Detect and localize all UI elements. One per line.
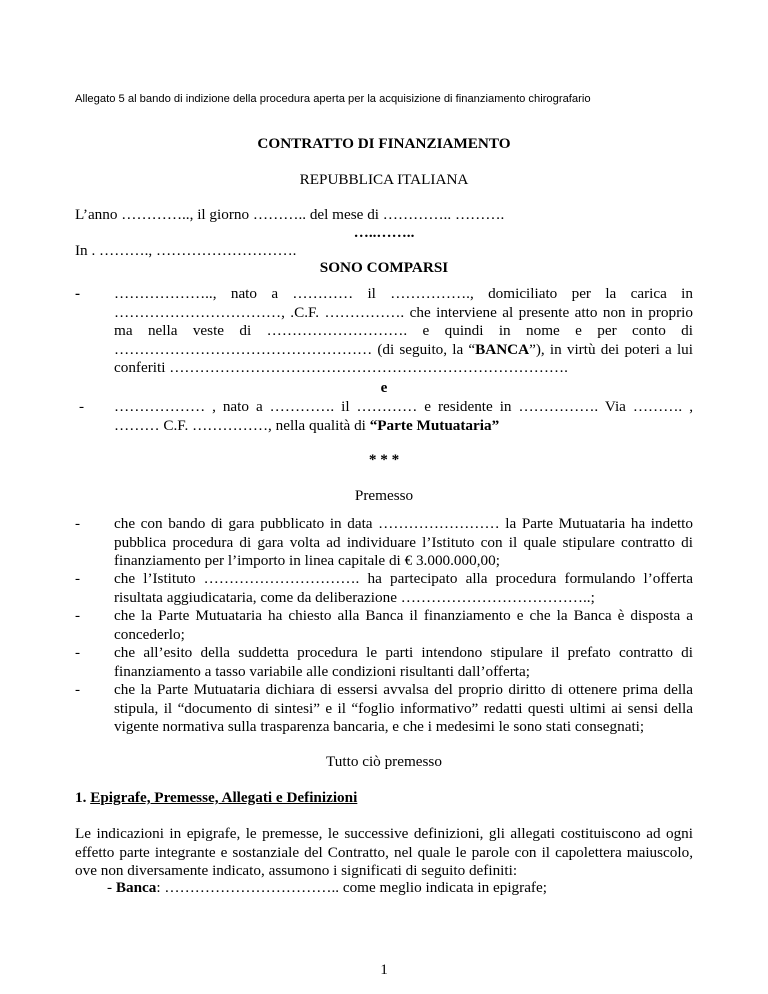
premise-item [114, 515, 693, 571]
definition-text: : …………………………….. come meglio indicata in epigrafe; [156, 879, 547, 896]
premise-dash: - [75, 681, 81, 698]
party1-line-text: ”), in virtù dei poteri a lui [529, 340, 693, 358]
premise-item [114, 607, 693, 644]
premise-line: che la Parte Mutuataria ha chiesto alla Banca il finanziamento e che la Banca è disposta a [114, 607, 693, 624]
section-1-heading [75, 789, 357, 808]
document-subtitle: REPUBBLICA ITALIANA [299, 171, 469, 188]
premise-line: che l’Istituto …………………………. ha partecipato alla procedura formulando l’offerta [114, 570, 693, 587]
section-separator-stars: * * * [368, 451, 400, 468]
premise-line: finanziamento a tasso variabile alle condizioni risultanti dall’offerta; [114, 662, 530, 680]
date-line: L’anno ………….., il giorno ……….. del mese di ………….. ………. [75, 206, 505, 223]
party2-line-role [114, 417, 693, 436]
party1-line: ……………….., nato a ………… il ……………., domiciliato per la carica in [114, 285, 693, 302]
definition-term: Banca [115, 879, 157, 896]
party2-line: ……………… , nato a …………. il ………… e residente in ……………. Via ………. , [114, 398, 693, 415]
section-1-number: 1. [75, 789, 91, 806]
premise-line: pubblica procedura di gara volta ad individuare l’Istituto con il quale stipulare contratto di [114, 533, 693, 551]
party1-dash: - [75, 285, 81, 302]
date-line-continuation: …..…….. [353, 224, 415, 241]
party2-line-text: ……… C.F. ……………, nella qualità di [114, 416, 370, 434]
place-line: In . ………., ………………………. [75, 242, 297, 259]
premise-line: risultata aggiudicataria, come da deliberazione ………………………………..; [114, 588, 595, 606]
bank-label: BANCA [475, 340, 530, 358]
premise-item [114, 644, 693, 681]
party1-line-text: …………………………………………… (di seguito, la “ [114, 340, 476, 358]
premise-dash: - [75, 515, 81, 532]
header-note: Allegato 5 al bando di indizione della procedura aperta per la acquisizione di finanziamento chirografario [75, 93, 591, 105]
definition-banca [107, 879, 547, 898]
premise-line: che all’esito della suddetta procedura le parti intendono stipulare il prefato contratto di [114, 644, 693, 661]
premise-line: concederlo; [114, 625, 185, 643]
definition-prefix: - [107, 879, 116, 896]
section-1-line: ove non diversamente indicato, assumono i significati di seguito definiti: [75, 862, 518, 879]
premise-line: stipula, il “documento di sintesi” e il “foglio informativo” redatti questi ultimi ai sensi della [114, 699, 693, 717]
party1-line-bank [114, 341, 693, 360]
premise-line: che la Parte Mutuataria dichiara di essersi avvalsa del proprio diritto di ottenere prima della [114, 681, 693, 698]
premise-item [114, 681, 693, 737]
parte-mutuataria-label: “Parte Mutuataria” [369, 416, 500, 434]
party2-dash: - [79, 398, 85, 415]
document-title: CONTRATTO DI FINANZIAMENTO [257, 135, 511, 152]
party1-line: ……………………………, .C.F. ……………. che interviene al presente atto non in proprio [114, 303, 693, 321]
party1-line: ma nella veste di ………………………. e quindi in nome e per conto di [114, 322, 693, 339]
section-1-title: Epigrafe, Premesse, Allegati e Definizioni [90, 789, 358, 806]
premise-line: vigente normativa sulla trasparenza bancaria, e che i medesimi le sono stati consegnati; [114, 718, 645, 735]
premise-line: che con bando di gara pubblicato in data …………………… la Parte Mutuataria ha indetto [114, 515, 693, 532]
party2-block [114, 398, 693, 435]
sono-comparsi-heading: SONO COMPARSI [319, 259, 449, 276]
premise-line: finanziamento per l’importo in linea capitale di € 3.000.000,00; [114, 552, 500, 569]
premesso-heading: Premesso [354, 487, 414, 504]
conjunction-e: e [380, 379, 388, 396]
section-1-body [75, 825, 693, 881]
tutto-premesso-heading: Tutto ciò premesso [326, 753, 442, 770]
premise-item [114, 570, 693, 607]
party1-block [114, 285, 693, 378]
premise-dash: - [75, 570, 81, 587]
premise-dash: - [75, 644, 81, 661]
party1-line: conferiti ……………………………………………………………………. [114, 359, 568, 376]
section-1-line: effetto parte integrante e sostanziale del Contratto, nel quale le parole con il capolettera maiuscolo, [75, 843, 693, 861]
premise-dash: - [75, 607, 81, 624]
page-number: 1 [380, 961, 388, 978]
section-1-line: Le indicazioni in epigrafe, le premesse, le successive definizioni, gli allegati costituiscono ad ogni [75, 825, 693, 842]
